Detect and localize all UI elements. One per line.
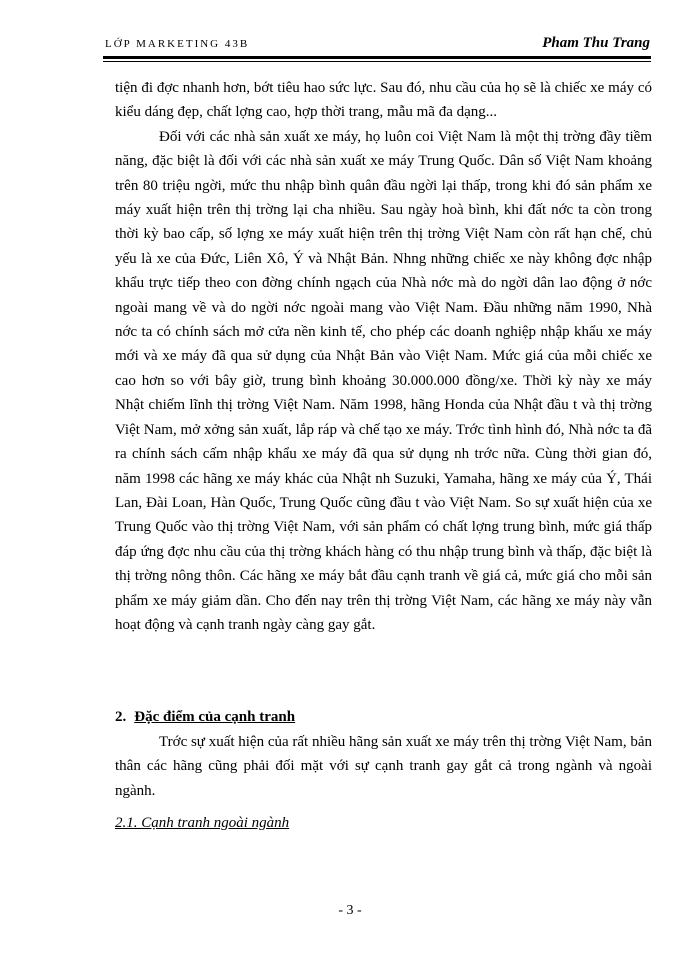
subsection-heading: 2.1. Cạnh tranh ngoài ngành bbox=[115, 814, 290, 831]
section-heading bbox=[115, 705, 652, 729]
document-body bbox=[115, 76, 652, 835]
header-class-label: LỚP MARKETING 43B bbox=[105, 38, 250, 50]
paragraph-market-history: Đối với các nhà sản xuất xe máy, họ luôn coi Việt Nam là một thị trờng đầy tiềm năng, đặc biệt là đối với các nhà sản xuất xe máy Trung Quốc. Dân số Việt Nam khoảng trên 80 triệu ngời, mức thu nhập bình quân đầu ngời lại thấp, trong khi đó sản phẩm xe máy xuất hiện trên thị trờng lại cha nhiều. Sau ngày hoà bình, khi đất nớc ta còn trong thời kỳ bao cấp, số lợng xe máy xuất hiện trên thị trờng Việt Nam còn rất hạn chế, chủ yếu là xe của Đức, Liên Xô, Ý và Nhật Bản. Nhng những chiếc xe này không đợc nhập khẩu trực tiếp theo con đờng chính ngạch của Nhà nớc mà do ngời dân lao động ở nớc ngoài mang về và do ngời nớc ngoài mang vào Việt Nam. Đầu những năm 1990, Nhà nớc ta có chính sách mở cửa nền kinh tế, cho phép các doanh nghiệp nhập khẩu xe máy mới và xe máy đã qua sử dụng của Nhật Bản vào Việt Nam. Mức giá của mỗi chiếc xe cao hơn so với bây giờ, trung bình khoảng 30.000.000 đồng/xe. Thời kỳ này xe máy Nhật chiếm lĩnh thị trờng Việt Nam. Năm 1998, hãng Honda của Nhật đầu t và thị trờng Việt Nam, mở xởng sản xuất, lắp ráp và chế tạo xe máy. Trớc tình hình đó, Nhà nớc ta đã ra chính sách cấm nhập khẩu xe máy đã qua sử dụng nh trớc nữa. Cùng thời gian đó, năm 1998 các hãng xe máy khác của Nhật nh Suzuki, Yamaha, hãng xe máy của Ý, Thái Lan, Đài Loan, Hàn Quốc, Trung Quốc cũng đầu t vào Việt Nam. So sự xuất hiện của xe Trung Quốc vào thị trờng Việt Nam, với sản phẩm có chất lợng trung bình, mức giá thấp đáp ứng đợc nhu cầu của thị trờng khách hàng có thu nhập trung bình và thấp, đặc biệt là thị trờng nông thôn. Các hãng xe máy bắt đầu cạnh tranh về giá cả, mức giá cho mỗi sản phẩm xe máy giảm dần. Cho đến nay trên thị trờng Việt Nam, các hãng xe máy này vẫn hoạt động và cạnh tranh ngày càng gay gắt. bbox=[115, 128, 652, 633]
header-rule-thick bbox=[103, 56, 651, 59]
paragraph-continuation: tiện đi đợc nhanh hơn, bớt tiêu hao sức lực. Sau đó, nhu cầu của họ sẽ là chiếc xe máy có kiểu dáng đẹp, chất lợng cao, hợp thời trang, mẫu mã đa dạng... bbox=[115, 80, 652, 121]
header-author-name: Pham Thu Trang bbox=[542, 35, 650, 51]
header-rule-thin bbox=[103, 61, 651, 62]
section-title: Đặc điểm của cạnh tranh bbox=[134, 709, 296, 726]
page-header bbox=[105, 32, 650, 54]
paragraph-competition-intro: Trớc sự xuất hiện của rất nhiều hãng sản xuất xe máy trên thị trờng Việt Nam, bản thân các hãng cũng phải đối mặt với sự cạnh tranh gay gắt cả trong ngành và ngoài ngành. bbox=[115, 733, 652, 799]
section-number: 2. bbox=[115, 709, 127, 726]
page-number: - 3 - bbox=[338, 903, 362, 918]
